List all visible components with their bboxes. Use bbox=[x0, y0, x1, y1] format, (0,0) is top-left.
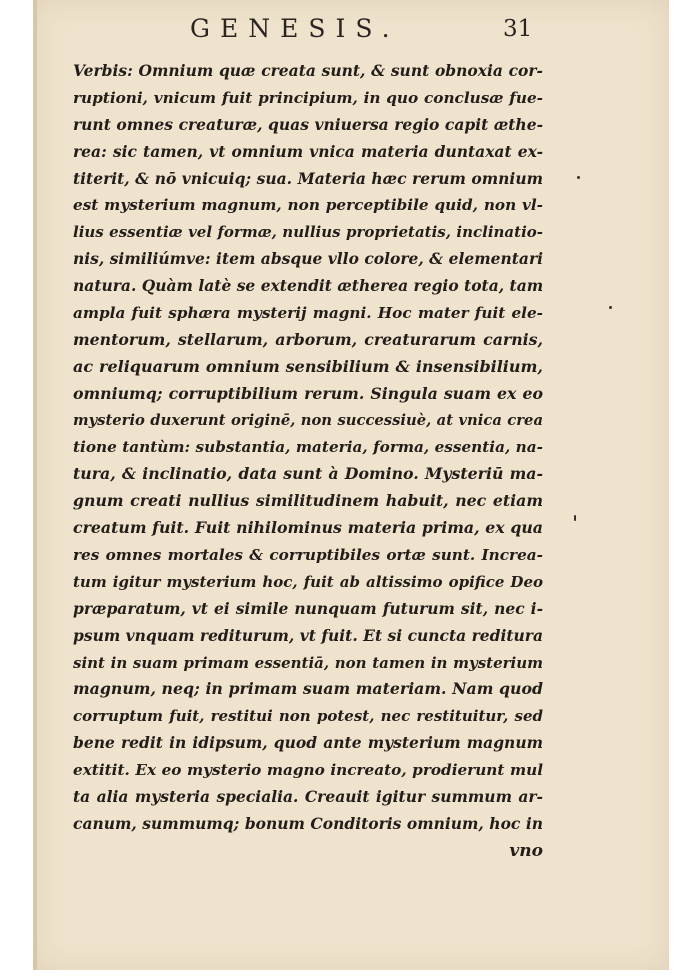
text-line: runt omnes creaturæ, quas vniuersa regio capit æthe- bbox=[73, 114, 543, 134]
text-line: mentorum, stellarum, arborum, creaturarum carnis, bbox=[73, 329, 543, 349]
paper-speck bbox=[577, 176, 580, 179]
text-line: tum igitur mysterium hoc, fuit ab altissimo opifice Deo bbox=[73, 572, 543, 591]
text-line: Verbis: Omnium quæ creata sunt, & sunt obnoxia cor- bbox=[73, 61, 543, 80]
paper-speck bbox=[609, 306, 612, 309]
text-line: titerit, & nō vnicuiq; sua. Materia hæc rerum omnium bbox=[73, 168, 543, 188]
text-line: nis, similiúmve: item absque vllo colore, & elementari bbox=[73, 249, 543, 269]
text-line: lius essentiæ vel formæ, nullius proprietatis, inclinatio- bbox=[73, 223, 543, 242]
text-line: gnum creati nullius similitudinem habuit, nec etiam bbox=[73, 491, 543, 511]
text-line: omniumq; corruptibilium rerum. Singula suam ex eo bbox=[73, 383, 543, 403]
text-line: ruptioni, vnicum fuit principium, in quo conclusæ fue- bbox=[73, 88, 543, 107]
text-line: psum vnquam rediturum, vt fuit. Et si cuncta reditura bbox=[73, 625, 543, 645]
text-line: tura, & inclinatio, data sunt à Domino. Mysteriū ma- bbox=[73, 464, 543, 484]
text-line: sint in suam primam essentiā, non tamen in mysterium bbox=[73, 653, 543, 672]
text-line: ampla fuit sphæra mysterij magni. Hoc mater fuit ele- bbox=[73, 304, 543, 323]
text-line: mysterio duxerunt originē, non successiuè, at vnica crea bbox=[73, 411, 543, 429]
text-line: præparatum, vt ei simile nunquam futurum sit, nec i- bbox=[73, 598, 543, 618]
text-line: est mysterium magnum, non perceptibile quid, non vl- bbox=[73, 196, 543, 215]
text-line: ac reliquarum omnium sensibilium & insensibilium, bbox=[73, 356, 543, 376]
text-line: canum, summumq; bonum Conditoris omnium, hoc in bbox=[73, 813, 543, 833]
text-line: bene redit in idipsum, quod ante mysterium magnum bbox=[73, 733, 543, 753]
running-head-title: GENESIS. bbox=[190, 14, 400, 43]
text-line: magnum, neq; in primam suam materiam. Nam quod bbox=[73, 679, 543, 699]
text-line: tione tantùm: substantia, materia, forma, essentia, na- bbox=[73, 438, 543, 457]
body-text bbox=[73, 58, 543, 865]
catchword: vno bbox=[509, 840, 543, 861]
page-number: 31 bbox=[503, 16, 533, 42]
text-line: corruptum fuit, restitui non potest, nec restituitur, sed bbox=[73, 707, 543, 726]
text-line: ta alia mysteria specialia. Creauit igitur summum ar- bbox=[73, 787, 543, 807]
paper-speck bbox=[574, 515, 576, 521]
text-line: extitit. Ex eo mysterio magno increato, prodierunt mul bbox=[73, 761, 543, 780]
page-gutter-edge bbox=[33, 0, 37, 970]
text-line: natura. Quàm latè se extendit ætherea regio tota, tam bbox=[73, 276, 543, 296]
text-line: creatum fuit. Fuit nihilominus materia prima, ex qua bbox=[73, 518, 543, 538]
text-line: res omnes mortales & corruptibiles ortæ sunt. Increa- bbox=[73, 546, 543, 565]
text-line: rea: sic tamen, vt omnium vnica materia duntaxat ex- bbox=[73, 141, 543, 161]
